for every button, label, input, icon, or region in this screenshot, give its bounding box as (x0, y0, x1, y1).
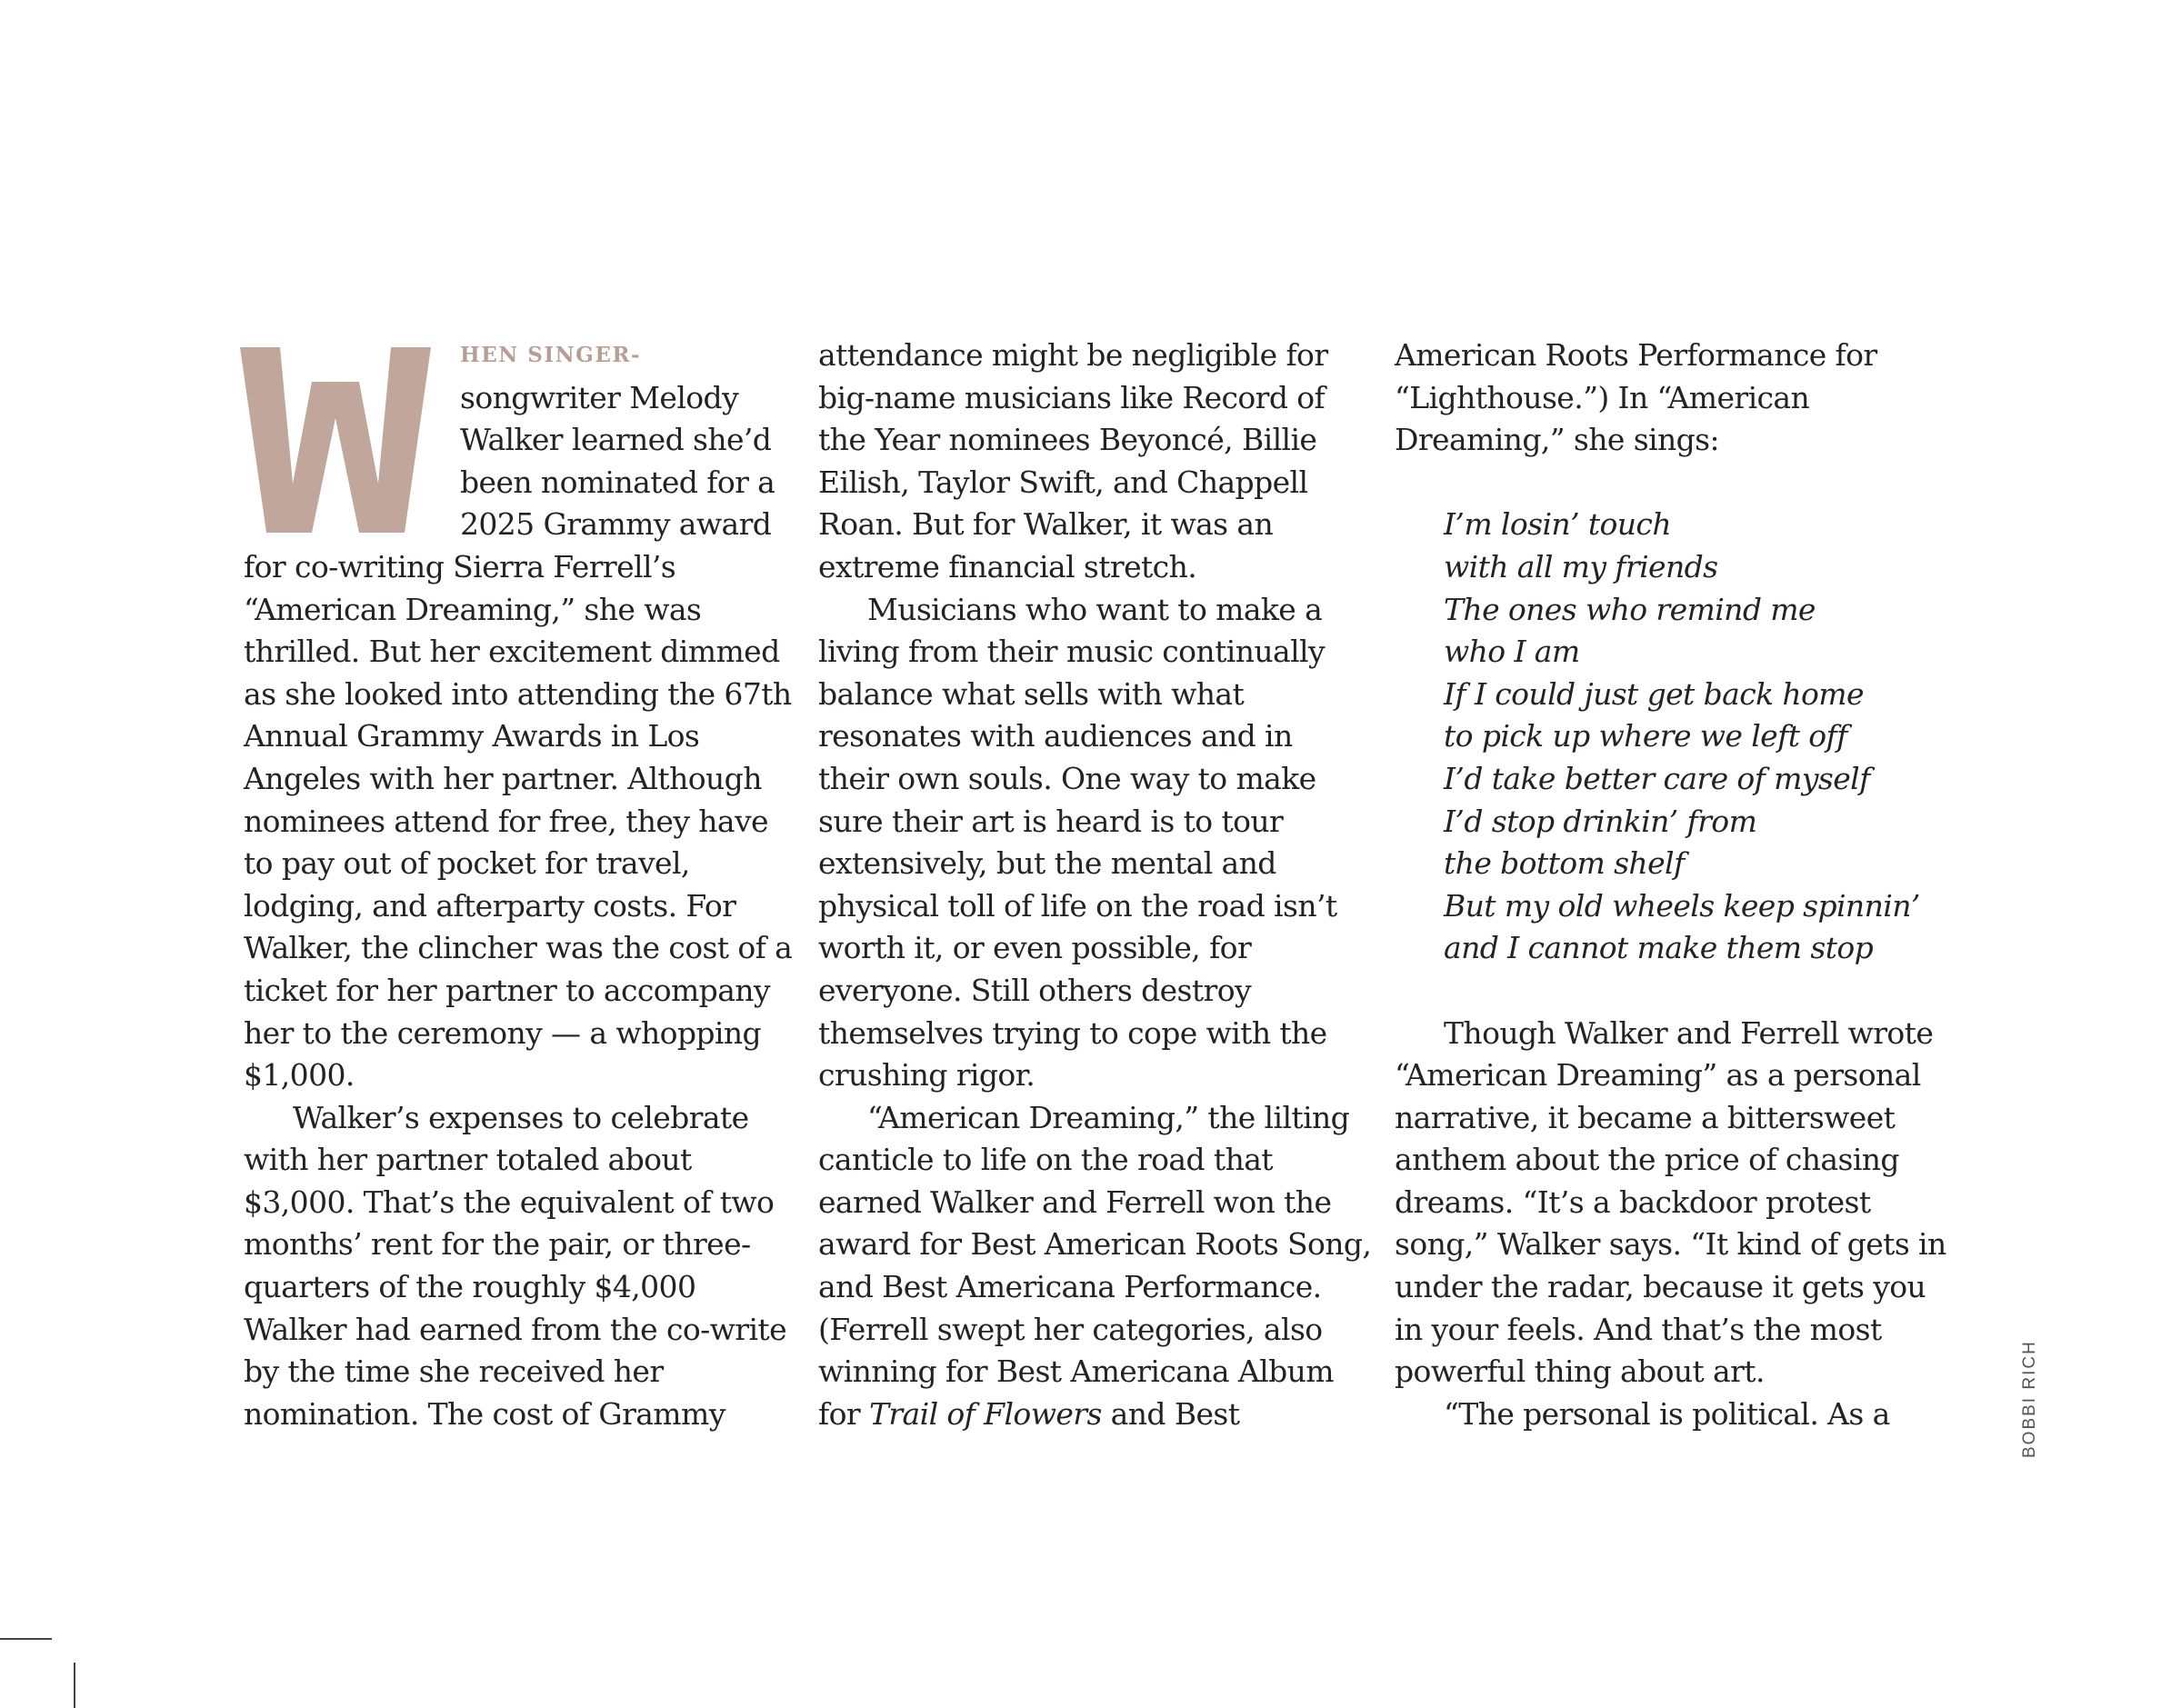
body-line: themselves trying to cope with the (818, 1014, 1327, 1051)
photo-credit: BOBBI RICH (2020, 1340, 2039, 1458)
body-line: resonates with audiences and in (818, 718, 1293, 754)
article-column-1 (244, 335, 791, 1435)
body-line: American Roots Performance for (1395, 337, 1877, 373)
body-line: Though Walker and Ferrell wrote (1444, 1014, 1934, 1051)
body-line: her to the ceremony — a whopping (244, 1014, 762, 1051)
lyric-line: the bottom shelf (1444, 845, 1685, 882)
lyric-line: and I cannot make them stop (1444, 930, 1874, 966)
body-line: as she looked into attending the 67th (244, 675, 792, 712)
body-line: anthem about the price of chasing (1395, 1142, 1899, 1178)
lyric-line: The ones who remind me (1444, 591, 1816, 627)
body-line: Walker’s expenses to celebrate (293, 1099, 749, 1135)
body-line: living from their music continually (818, 634, 1326, 670)
body-line: Annual Grammy Awards in Los (244, 718, 700, 754)
body-line: “American Dreaming,” she was (244, 591, 702, 627)
album-title: Trail of Flowers (868, 1395, 1102, 1432)
body-line: worth it, or even possible, for (818, 930, 1252, 966)
body-line (818, 1393, 1364, 1436)
body-line: everyone. Still others destroy (818, 972, 1252, 1008)
body-line: songwriter Melody (460, 379, 739, 415)
body-line: Walker had earned from the co-write (244, 1311, 787, 1347)
body-line: quarters of the roughly $4,000 (244, 1269, 696, 1305)
spacer (1395, 970, 1940, 1013)
body-line: lodging, and afterparty costs. For (244, 887, 736, 924)
body-line: Dreaming,” she sings: (1395, 422, 1720, 458)
body-line: award for Best American Roots Song, (818, 1226, 1372, 1263)
body-line: and Best Americana Performance. (818, 1269, 1322, 1305)
body-line: the Year nominees Beyoncé, Billie (818, 422, 1317, 458)
lyric-line: who I am (1444, 634, 1580, 670)
body-line: Musicians who want to make a (867, 591, 1323, 627)
body-line: (Ferrell swept her categories, also (818, 1311, 1323, 1347)
body-text: for (818, 1395, 869, 1432)
body-line: crushing rigor. (818, 1057, 1035, 1094)
lyric-line: with all my friends (1444, 548, 1718, 584)
body-line: ticket for her partner to accompany (244, 972, 770, 1008)
body-line: their own souls. One way to make (818, 760, 1316, 796)
run-in-caps: HEN SINGER- (460, 343, 642, 367)
body-line: nomination. The cost of Grammy (244, 1395, 725, 1432)
body-line: sure their art is heard is to tour (818, 803, 1284, 839)
body-line: Walker learned she’d (460, 422, 772, 458)
body-line: thrilled. But her excitement dimmed (244, 634, 780, 670)
lyric-line: If I could just get back home (1444, 675, 1864, 712)
body-line: big-name musicians like Record of (818, 379, 1326, 415)
spacer (1395, 462, 1940, 504)
body-line: physical toll of life on the road isn’t (818, 887, 1337, 924)
body-line: to pay out of pocket for travel, (244, 845, 690, 882)
body-line: “Lighthouse.”) In “American (1395, 379, 1810, 415)
body-line: nominees attend for free, they have (244, 803, 768, 839)
body-line: “American Dreaming,” the lilting (867, 1099, 1350, 1135)
article-column-2 (818, 335, 1372, 1435)
body-line: Roan. But for Walker, it was an (818, 506, 1274, 543)
body-line: by the time she received her (244, 1353, 664, 1390)
body-line: winning for Best Americana Album (818, 1353, 1334, 1390)
body-line: attendance might be negligible for (818, 337, 1328, 373)
body-line: for co-writing Sierra Ferrell’s (244, 548, 676, 584)
body-line: powerful thing about art. (1395, 1353, 1765, 1390)
body-line: under the radar, because it gets you (1395, 1269, 1926, 1305)
body-line: $3,000. That’s the equivalent of two (244, 1184, 775, 1220)
body-line: “The personal is political. As a (1444, 1395, 1890, 1432)
body-line: extensively, but the mental and (818, 845, 1276, 882)
lyric-line: I’m losin’ touch (1444, 506, 1671, 543)
body-line: “American Dreaming” as a personal (1395, 1057, 1921, 1094)
body-line: dreams. “It’s a backdoor protest (1395, 1184, 1871, 1220)
body-line: 2025 Grammy award (460, 506, 772, 543)
lyric-line: to pick up where we left off (1444, 718, 1847, 754)
lyric-line: I’d stop drinkin’ from (1444, 803, 1757, 839)
body-line: earned Walker and Ferrell won the (818, 1184, 1332, 1220)
body-line: with her partner totaled about (244, 1142, 692, 1178)
body-line: Angeles with her partner. Although (244, 760, 762, 796)
body-line: extreme financial stretch. (818, 548, 1197, 584)
body-line: $1,000. (244, 1057, 355, 1094)
body-line: canticle to life on the road that (818, 1142, 1273, 1178)
lyric-line: But my old wheels keep spinnin’ (1444, 887, 1920, 924)
body-line: song,” Walker says. “It kind of gets in (1395, 1226, 1946, 1263)
body-line: narrative, it became a bittersweet (1395, 1099, 1896, 1135)
body-text: and Best (1101, 1395, 1240, 1432)
article-column-3 (1395, 335, 1946, 1435)
body-line: been nominated for a (460, 464, 775, 500)
body-line: months’ rent for the pair, or three- (244, 1226, 751, 1263)
body-line: balance what sells with what (818, 675, 1245, 712)
body-line: Walker, the clincher was the cost of a (244, 930, 793, 966)
body-line: in your feels. And that’s the most (1395, 1311, 1882, 1347)
crop-mark-horizontal (0, 1638, 52, 1640)
lyric-line: I’d take better care of myself (1444, 760, 1870, 796)
crop-mark-vertical (74, 1663, 75, 1708)
body-line: Eilish, Taylor Swift, and Chappell (818, 464, 1308, 500)
